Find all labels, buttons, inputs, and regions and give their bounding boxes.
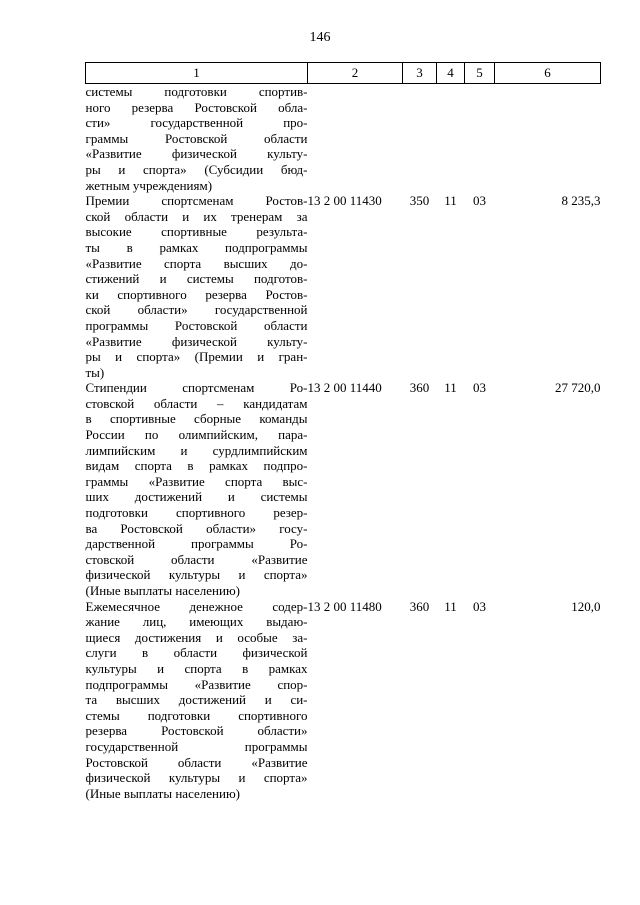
row-sum-cell: 120,0 bbox=[571, 598, 601, 614]
column-header-vr: 3 bbox=[403, 63, 437, 84]
row-name-line: системы подготовки спортив- bbox=[85, 84, 308, 99]
table-row bbox=[86, 599, 601, 802]
row-name-line: ры и спорта» (Премии и гран- bbox=[85, 349, 308, 365]
row-name-cell bbox=[86, 599, 308, 802]
row-name-line: Стипендии спортсменам Ро- bbox=[85, 380, 308, 396]
row-pr-cell bbox=[465, 84, 495, 194]
row-sum-cell bbox=[495, 84, 601, 194]
row-name-line: Ежемесячное денежное содер- bbox=[85, 598, 308, 614]
row-name-line: программы Ростовской области bbox=[85, 317, 308, 333]
row-name-line: «Развитие физической культу- bbox=[85, 146, 308, 162]
page-number: 146 bbox=[309, 30, 331, 45]
row-sum-cell: 27 720,0 bbox=[555, 380, 601, 396]
row-name-line: культуры и спорта в рамках bbox=[85, 660, 308, 676]
table-row bbox=[86, 380, 601, 598]
row-name-line: граммы Ростовской области bbox=[85, 130, 308, 146]
row-pr-cell: 03 bbox=[473, 380, 486, 396]
row-name-line: подготовки спортивного резер- bbox=[85, 505, 308, 521]
row-name-line: ного резерва Ростовской обла- bbox=[85, 99, 308, 115]
column-header-code: 2 bbox=[308, 63, 403, 84]
row-name-line: стовской области – кандидатам bbox=[85, 395, 308, 411]
row-name-line: (Иные выплаты населению) bbox=[85, 785, 240, 801]
row-name-line: сти» государственной про- bbox=[85, 115, 308, 131]
row-name-line: физической культуры и спорта» bbox=[85, 567, 308, 583]
row-name-line: резерва Ростовской области» bbox=[85, 723, 308, 739]
row-name-line: жетным учреждениям) bbox=[85, 177, 213, 193]
row-name-line: физической культуры и спорта» bbox=[85, 770, 308, 786]
row-vr-cell bbox=[403, 84, 437, 194]
row-name-line: ской области» государственной bbox=[85, 302, 308, 318]
row-pr-cell: 03 bbox=[473, 193, 486, 209]
column-header-pr: 5 bbox=[465, 63, 495, 84]
row-name-cell bbox=[86, 84, 308, 194]
row-name-line: в спортивные сборные команды bbox=[85, 411, 308, 427]
row-name-line: «Развитие физической культу- bbox=[85, 333, 308, 349]
row-code-cell bbox=[308, 84, 403, 194]
row-name-line: государственной программы bbox=[85, 738, 308, 754]
row-rz-cell: 11 bbox=[444, 193, 457, 209]
table-body bbox=[86, 84, 601, 802]
row-name-line: ры и спорта» (Субсидии бюд- bbox=[85, 161, 308, 177]
row-rz-cell: 11 bbox=[444, 380, 457, 396]
row-name-line: жание лиц, имеющих выдаю- bbox=[85, 614, 308, 630]
budget-table bbox=[85, 62, 601, 801]
column-header-rz: 4 bbox=[437, 63, 465, 84]
row-vr-cell: 360 bbox=[409, 598, 430, 614]
row-name-line: стемы подготовки спортивного bbox=[85, 707, 308, 723]
row-code-cell: 13 2 00 11480 bbox=[307, 598, 382, 614]
column-header-name: 1 bbox=[86, 63, 308, 84]
row-name-line: ты) bbox=[85, 364, 105, 380]
row-name-cell bbox=[86, 193, 308, 380]
row-vr-cell: 350 bbox=[409, 193, 430, 209]
row-rz-cell: 11 bbox=[444, 598, 457, 614]
row-name-line: ших достижений и системы bbox=[85, 489, 308, 505]
row-name-line: «Развитие спорта высших до- bbox=[85, 255, 308, 271]
row-name-line: России по олимпийским, пара- bbox=[85, 427, 308, 443]
row-name-line: стижений и системы подготов- bbox=[85, 271, 308, 287]
table-row bbox=[86, 84, 601, 194]
row-name-line: ской области и их тренерам за bbox=[85, 208, 308, 224]
row-name-line: ки спортивного резерва Ростов- bbox=[85, 286, 308, 302]
row-name-line: ты в рамках подпрограммы bbox=[85, 239, 308, 255]
row-name-line: ва Ростовской области» госу- bbox=[85, 520, 308, 536]
column-header-sum: 6 bbox=[495, 63, 601, 84]
row-name-line: лимпийским и сурдлимпийским bbox=[85, 442, 308, 458]
row-pr-cell: 03 bbox=[473, 598, 486, 614]
row-name-line: видам спорта в рамках подпро- bbox=[85, 458, 308, 474]
table-header bbox=[86, 63, 601, 84]
row-code-cell: 13 2 00 11440 bbox=[307, 380, 382, 396]
row-name-line: дарственной программы Ро- bbox=[85, 536, 308, 552]
row-sum-cell: 8 235,3 bbox=[561, 193, 601, 209]
row-name-line: щиеся достижения и особые за- bbox=[85, 629, 308, 645]
row-name-line: подпрограммы «Развитие спор- bbox=[85, 676, 308, 692]
row-name-line: стовской области «Развитие bbox=[85, 551, 308, 567]
row-name-line: Ростовской области «Развитие bbox=[85, 754, 308, 770]
row-name-line: граммы «Развитие спорта выс- bbox=[85, 473, 308, 489]
row-vr-cell: 360 bbox=[409, 380, 430, 396]
row-name-line: та высших достижений и си- bbox=[85, 692, 308, 708]
row-name-line: Премии спортсменам Ростов- bbox=[85, 193, 308, 209]
row-name-line: высокие спортивные результа- bbox=[85, 224, 308, 240]
row-rz-cell bbox=[437, 84, 465, 194]
row-name-line: (Иные выплаты населению) bbox=[85, 583, 240, 598]
table-row bbox=[86, 193, 601, 380]
row-name-line: слуги в области физической bbox=[85, 645, 308, 661]
row-name-cell bbox=[86, 380, 308, 598]
row-code-cell: 13 2 00 11430 bbox=[307, 193, 382, 209]
